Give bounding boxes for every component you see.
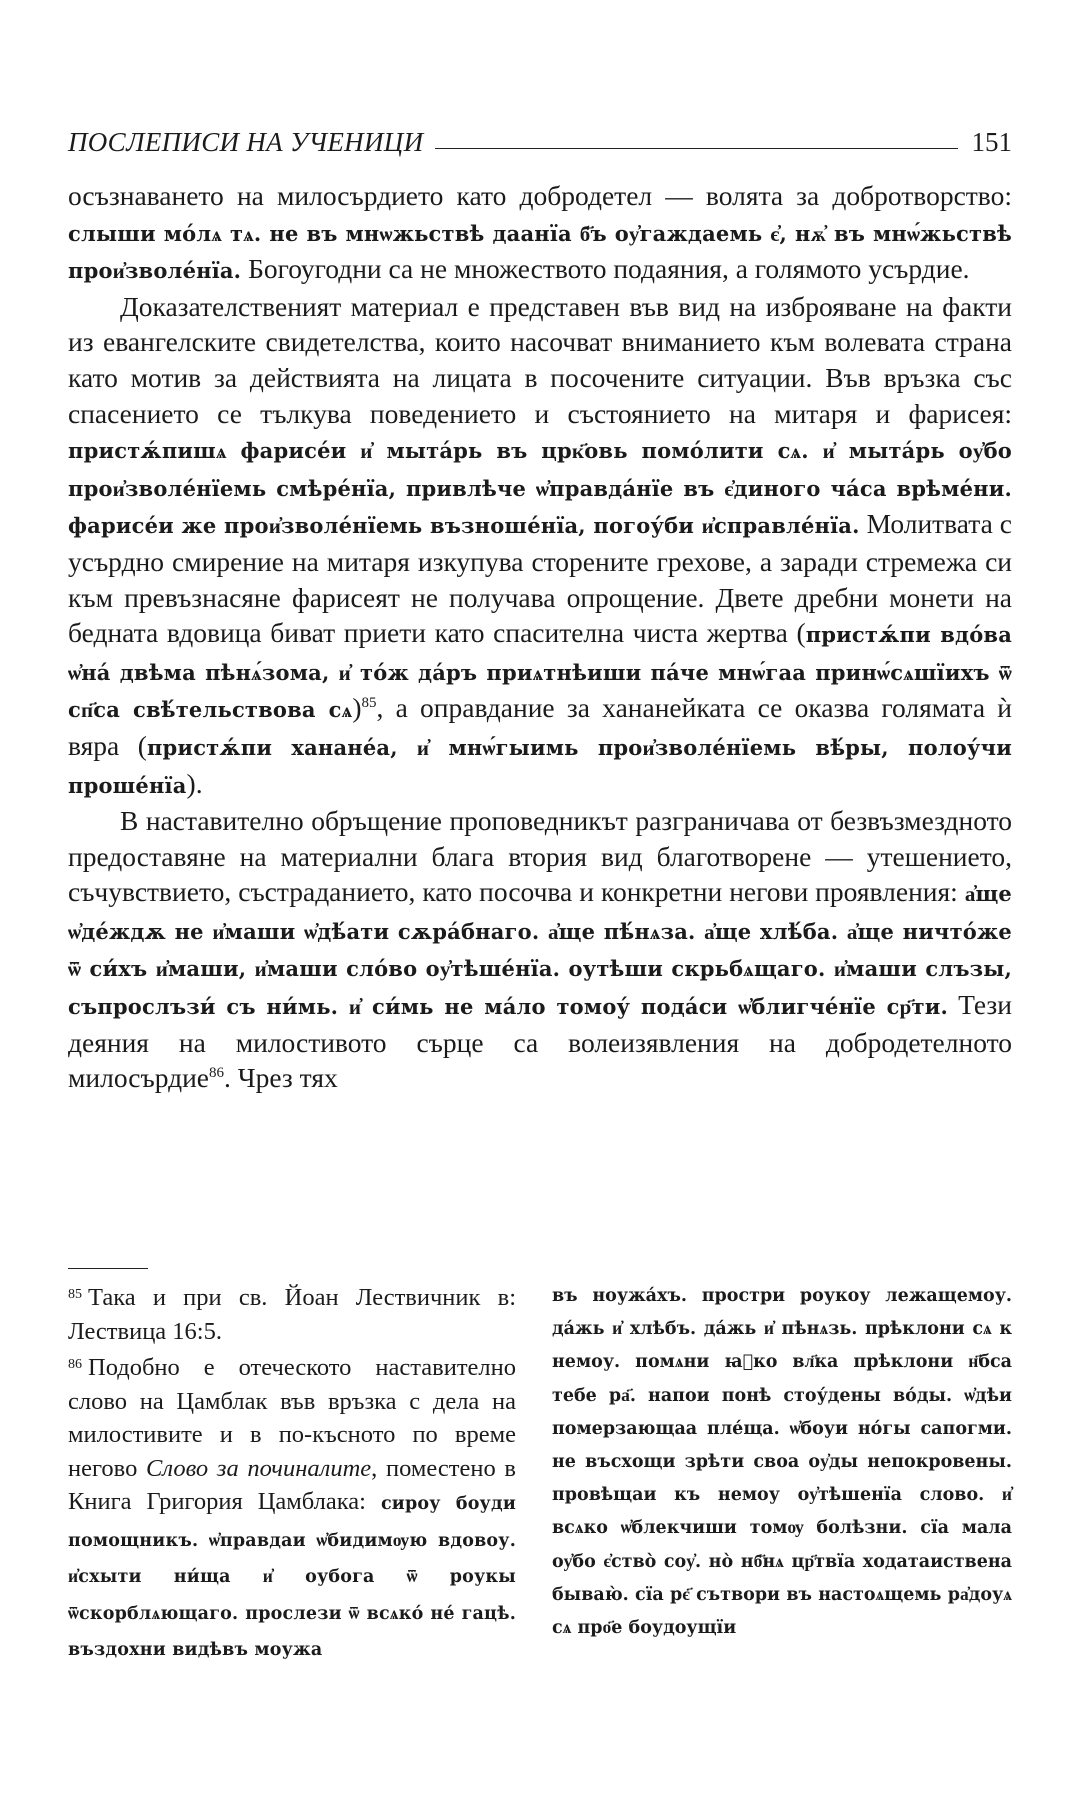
- p1-church-slavonic-quote: слыши мо́лѧ тѧ. не въ мнѡжьствѣ даанїа б҃ъ оу҆гаждаемь є҆, нѫ҆ въ мнѡ́жьствѣ прои҆зволе́нїа.: [68, 220, 1012, 284]
- p1-text-1: осъзнаването на милосърдието като добродетел — волята за добротворство:: [68, 180, 1012, 211]
- footnote-85-text: Така и при св. Йоан Лествичник в: Лествица 16:5.: [68, 1284, 516, 1345]
- footnote-86-work-title: Слово за починалите: [146, 1454, 372, 1482]
- footnotes-right-column: въ ноужа́хъ. простри роукоу лежащемоу. да́жь и҆ хлѣбъ. да́жь и҆ пѣнѧзь. прѣклони сѧ к немоу. помѧни ꙗ҆ко вл҃ка прѣклони н҃бса тебе ра҃. напои понѣ стоу́дены во́ды. ѡ҆дѣи померзающаа пле́ща. ѡ҆боуи но́гы сапогми. не въсхощи зрѣти своа оу҆ды непокровены. провѣщаи къ немоу оу҆тѣшенїа слово. и҆ всѧко ѡ҆блекчиши томѹ болѣзни. сїа мала оу҆бо є҆ство̀ соу҆. но̀ нб҃нѧ цр҃твїа ходатаиствена бываю̀. сїа рє҃ сътвори въ настоѧщемь ра҆доуѧ сѧ про҃е боудоущїи: [552, 1286, 1012, 1639]
- p3-church-slavonic-quote: а҆ще ѡ҆де́ждѫ не и҆маши ѡ҆дѣ́ати сѫра́бнаго. а҆ще пѣ́нѧза. а҆ще хлѣ́ба. а҆ще ничто́же ѿ си́хъ и҆маши, и҆маши сло́во оу҆тѣше́нїа. оутѣши скрьбѧщаго. и҆маши слъзы, съпрослъзи́ съ ни́мь. и҆ си́мь не ма́ло томоу́ пода́си ѡ҆блигче́нїе ср҃ти.: [68, 881, 1012, 1020]
- footnote-85: [68, 1278, 516, 1348]
- paragraph-3: [68, 803, 1012, 1096]
- footnote-86: [68, 1348, 516, 1668]
- p3-text-3: . Чрез тях: [224, 1062, 338, 1094]
- page-number: 151: [971, 127, 1012, 157]
- p2-church-slavonic-quote-3: пристѫ́пи ханане́а, и҆ мнѡ́гыимь прои҆зволе́нїемь вѣ́ры, полоу́чи проше́нїа: [68, 734, 1012, 798]
- footnote-ref-85[interactable]: 85: [361, 695, 377, 712]
- footnote-85-number: 85: [68, 1287, 82, 1302]
- p2-church-slavonic-quote-2: пристѫ́пи вдо́ва ѡ҆на́ двѣма пѣнѧ́зома, и҆ то́ж да́ръ приѧтнѣиши па́че мнѡ́гаа принѡ́сѧшїихъ ѿ сп҃са свѣ́тельствова сѧ: [68, 622, 1013, 723]
- footnote-86-church-slavonic-quote: сироу бoуди помощникъ. ѡ҆правдаи ѡ҆бидимѹю вдовоу. и҆схыти ни́ща и҆ оубога ѿ роукы ѿскорблѧющаго. прослези ѿ всѧко́ не́ гацѣ. въздохни видѣвъ моужа: [68, 1494, 517, 1660]
- p2-text-4: , а оправдание за хананейката се оказва голямата ѝ вяра (: [68, 692, 1012, 761]
- paragraph-2: [68, 289, 1012, 803]
- p2-church-slavonic-quote-1: пристѫ́пишѧ фарисе́и и҆ мыта́рь въ црк҃овь помо́лити сѧ. и҆ мыта́рь оу҆бо прои҆зволе́нїемь смѣре́нїа, привлѣче ѡ҆правда́нїе въ є҆диного ча́са врѣме́ни. фарисе́и же прои҆зволе́нїемь възноше́нїа, погоу́би и҆справле́нїа.: [68, 438, 1012, 539]
- p2-text-5: ).: [186, 767, 203, 799]
- p1-text-2: Богоугодни са не множеството подаяния, а голямото усърдие.: [241, 253, 970, 285]
- p2-text-3: ): [352, 692, 362, 724]
- p2-text-1: Доказателственият материал е представен във вид на изброяване на факти из евангелските свидетелства, които насочват вниманието към волевата страна като мотив за действията на лицата в посочените ситуации. Във връзка със спасението се тълкува поведението и състоянието на митаря и фарисея:: [68, 290, 1012, 429]
- footnote-ref-86[interactable]: 86: [209, 1065, 225, 1082]
- running-header: [68, 118, 1012, 158]
- footnotes-left-column: [68, 1278, 516, 1668]
- p3-text-1: В наставително обръщение проповедникът разграничава от безвъзмездното предоставяне на материални блага втория вид благотворене — утешението, съчувствието, състраданието, като посочва и конкретни негови проявления:: [68, 805, 1012, 908]
- running-title: ПОСЛЕПИСИ НА УЧЕНИЦИ: [68, 127, 424, 157]
- header-rule: [435, 148, 957, 149]
- paragraph-1: [68, 178, 1012, 289]
- footnote-86-text-2: , поместено в Книга Григория Цамблака:: [68, 1454, 516, 1515]
- main-text: [68, 178, 1012, 1096]
- footnote-86-number: 86: [68, 1357, 82, 1372]
- p3-text-2: Тези деяния на милостивото сърце са волеизявления на добродетелното милосърдие: [68, 989, 1012, 1094]
- p2-text-2: Молитвата с усърдно смирение на митаря изкупува сторените грехове, а заради стремежа си към превъзнасяне фарисеят не получава опрощение. Двете дребни монети на бедната вдовица биват приети като спасителна чиста жертва (: [68, 508, 1012, 649]
- footnote-rule: [68, 1268, 148, 1269]
- footnote-86-text-1: Подобно е отеческото наставително слово на Цамблак във връзка с дела на милостивите и в по-късното по време негово: [68, 1354, 516, 1482]
